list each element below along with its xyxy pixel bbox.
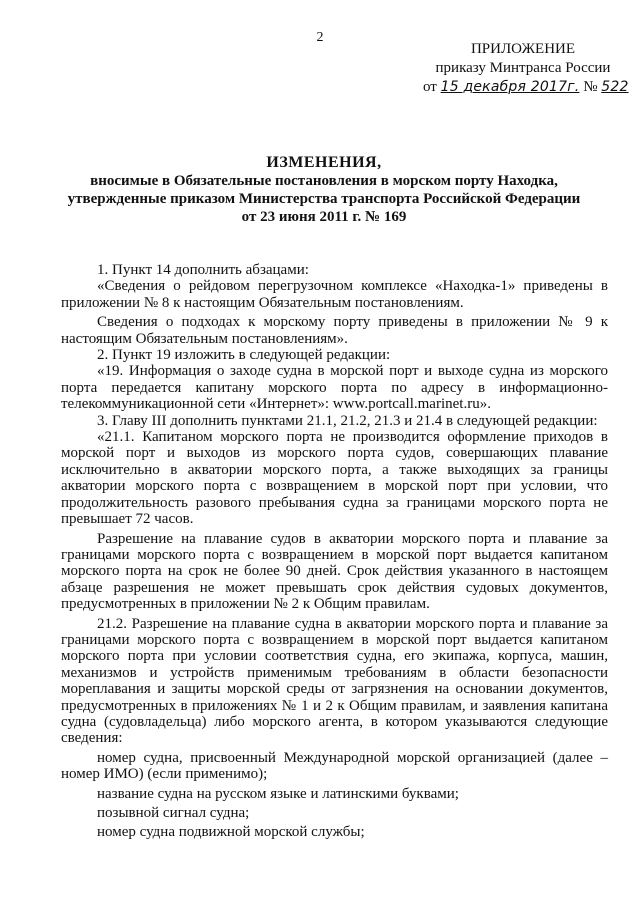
paragraph: 2. Пункт 19 изложить в следующей редакции: xyxy=(97,347,391,364)
order-number-label: № xyxy=(583,79,598,95)
paragraph: Разрешение на плавание судов в акватории морского порта и плавание за границами морского порта с возвращением в морской порт выдается капитаном морского порта на срок не более 90 дней. Срок действия указанного в настоящем абзаце разрешения не может превышать срок действия судовых документов, предусмотренных в приложении № 2 к Общим правилам. xyxy=(61,530,608,613)
paragraph: название судна на русском языке и латинскими буквами; xyxy=(97,785,459,802)
paragraph: номер судна, присвоенный Международной морской организацией (далее – номер ИМО) (если применимо); xyxy=(61,749,608,783)
heading-line-1: вносимые в Обязательные постановления в морском порту Находка, xyxy=(90,173,558,189)
paragraph: номер судна подвижной морской службы; xyxy=(97,824,365,841)
appendix-title: ПРИЛОЖЕНИЕ xyxy=(470,41,576,57)
paragraph: «19. Информация о заходе судна в морской порт и выходе судна из морского порта передается капитану морского порта по адресу в информационно-телекоммуникационной сети «Интернет»: www.portcall.marinet.ru». xyxy=(61,363,608,413)
document-body xyxy=(61,262,608,841)
paragraph: 3. Главу III дополнить пунктами 21.1, 21.2, 21.3 и 21.4 в следующей редакции: xyxy=(97,412,598,429)
page-number: 2 xyxy=(316,30,324,45)
heading-line-3: от 23 июня 2011 г. № 169 xyxy=(241,209,407,225)
order-prefix: от xyxy=(423,79,437,95)
paragraph: позывной сигнал судна; xyxy=(97,805,250,821)
appendix-order-ref: приказу Минтранса России xyxy=(435,60,611,76)
paragraph: «21.1. Капитаном морского порта не производится оформление приходов в морской порт и выходов из морского порта судов, совершающих плавание исключительно в акватории морского порта, а также выходящих за границы акватории морского порта с возвращением в морской порт при условии, что продолжительность разового пребывания судна за границами морского порта не превышает 72 часов. xyxy=(61,429,608,528)
heading-line-2: утвержденные приказом Министерства транспорта Российской Федерации xyxy=(67,191,581,207)
paragraph: «Сведения о рейдовом перегрузочном комплексе «Находка-1» приведены в приложении № 8 к настоящим Обязательным постановлениям. xyxy=(61,278,608,311)
appendix-order-line xyxy=(423,78,629,97)
order-date-handwritten: 15 декабря 2017г. xyxy=(440,79,580,95)
paragraph: 21.2. Разрешение на плавание судна в акватории морского порта и плавание за границами морского порта с возвращением в морской порт выдается капитаном морского порта при условии соответствия судна, его экипажа, корпуса, машин, механизмов и устройств применимым требованиям в области безопасности мореплавания и защиты морской среды от загрязнения на основании документов, предусмотренных в приложениях № 1 и 2 к Общим правилам, и заявления капитана судна (судовладельца) либо морского агента, в котором указываются следующие сведения: xyxy=(61,615,608,747)
paragraph: 1. Пункт 14 дополнить абзацами: xyxy=(97,262,309,278)
paragraph: Сведения о подходах к морскому порту приведены в приложении № 9 к настоящим Обязательным постановлениям». xyxy=(61,314,608,347)
heading-title: ИЗМЕНЕНИЯ, xyxy=(266,154,382,171)
order-number-handwritten: 522 xyxy=(601,79,629,95)
appendix-block xyxy=(423,40,629,97)
document-heading xyxy=(40,154,608,226)
